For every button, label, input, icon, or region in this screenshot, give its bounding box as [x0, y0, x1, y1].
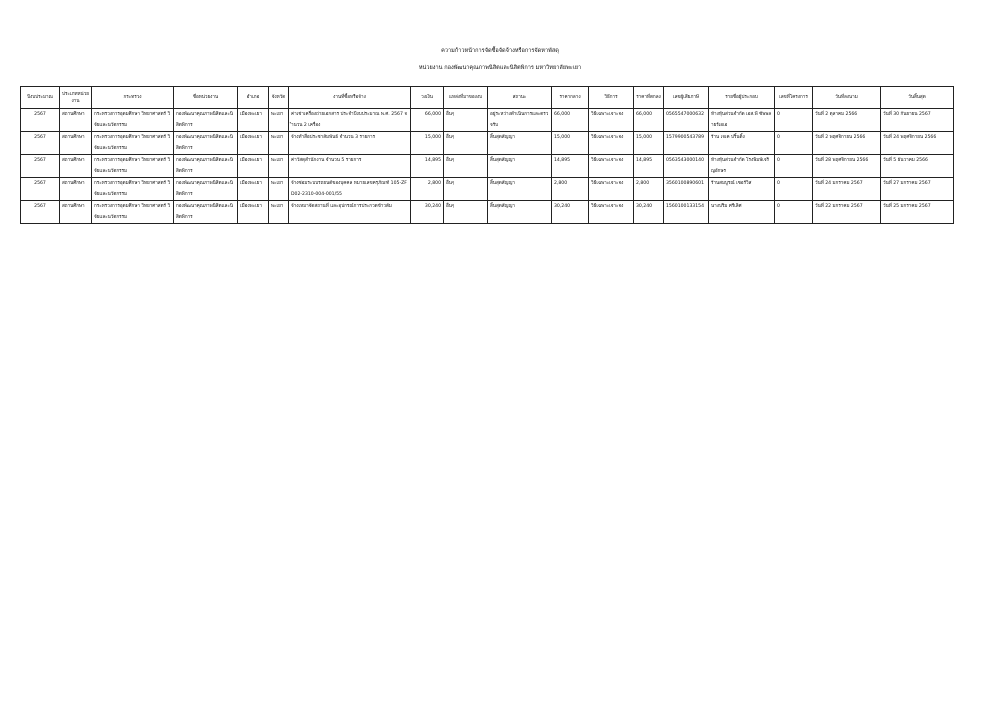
- cell-district: เมืองพะเยา: [238, 155, 269, 178]
- table-row: [21, 132, 954, 155]
- cell-source: อื่นๆ: [444, 178, 488, 201]
- cell-vendor: นางปริม ศรีเลิศ: [709, 201, 775, 224]
- table-row: [21, 201, 954, 224]
- column-header: สถานะ: [488, 87, 552, 109]
- cell-agreed-price: 30,240: [634, 201, 664, 224]
- table-row: [21, 178, 954, 201]
- cell-source: อื่นๆ: [444, 132, 488, 155]
- cell-agency: กองพัฒนาคุณภาพนิสิตและนิสิตพิการ: [174, 178, 238, 201]
- cell-type: สถานศึกษา: [60, 155, 92, 178]
- cell-budget: 66,000: [411, 109, 444, 132]
- cell-type: สถานศึกษา: [60, 109, 92, 132]
- cell-project-no: 0: [775, 201, 813, 224]
- cell-budget: 30,240: [411, 201, 444, 224]
- cell-work: จ้างทำสื่อประชาสัมพันธ์ จำนวน 3 รายการ: [289, 132, 411, 155]
- cell-status: สิ้นสุดสัญญา: [488, 178, 552, 201]
- cell-agreed-price: 14,895: [634, 155, 664, 178]
- cell-end-date: วันที่ 5 ธันวาคม 2566: [881, 155, 954, 178]
- cell-province: พะเยา: [269, 132, 289, 155]
- cell-ministry: กระทรวงการอุดมศึกษา วิทยาศาสตร์ วิจัยและนวัตกรรม: [92, 132, 174, 155]
- column-header: ปีงบประมาณ: [21, 87, 60, 109]
- cell-tax-id: 1560100133154: [664, 201, 709, 224]
- procurement-table: [20, 86, 954, 224]
- cell-agreed-price: 66,000: [634, 109, 664, 132]
- cell-sign-date: วันที่ 22 มกราคม 2567: [813, 201, 881, 224]
- column-header: วันสิ้นสุด: [881, 87, 954, 109]
- cell-agreed-price: 15,000: [634, 132, 664, 155]
- cell-method: วิธีเฉพาะเจาะจง: [589, 109, 634, 132]
- document-header: [0, 46, 1000, 73]
- cell-method: วิธีเฉพาะเจาะจง: [589, 178, 634, 201]
- cell-agency: กองพัฒนาคุณภาพนิสิตและนิสิตพิการ: [174, 109, 238, 132]
- column-header: ชื่อหน่วยงาน: [174, 87, 238, 109]
- column-header: กระทรวง: [92, 87, 174, 109]
- cell-sign-date: วันที่ 2 พฤศจิกายน 2566: [813, 132, 881, 155]
- table-row: [21, 109, 954, 132]
- cell-type: สถานศึกษา: [60, 178, 92, 201]
- cell-vendor: ห้างหุ้นส่วนจำกัด เอส.พี ซัพพลายร์เอเอ: [709, 109, 775, 132]
- column-header: งานที่ซื้อหรือจ้าง: [289, 87, 411, 109]
- document-subtitle: หน่วยงาน กองพัฒนาคุณภาพนิสิตและนิสิตพิการ มหาวิทยาลัยพะเยา: [418, 65, 582, 71]
- cell-end-date: วันที่ 24 พฤศจิกายน 2566: [881, 132, 954, 155]
- cell-work: ค่าเช่าเครื่องถ่ายเอกสาร ประจำปีงบประมาณ พ.ศ. 2567 จำนวน 2 เครื่อง: [289, 109, 411, 132]
- cell-project-no: 0: [775, 132, 813, 155]
- column-header: วันที่ลงนาม: [813, 87, 881, 109]
- cell-vendor: ห้างหุ้นส่วนจำกัด โรงพิมพ์เจริญอักษร: [709, 155, 775, 178]
- cell-budget: 15,000: [411, 132, 444, 155]
- cell-year: 2567: [21, 109, 60, 132]
- column-header: แหล่งที่มาของงบ: [444, 87, 488, 109]
- column-header: ราคาที่ตกลง: [634, 87, 664, 109]
- column-header: ราคากลาง: [552, 87, 589, 109]
- cell-status: สิ้นสุดสัญญา: [488, 201, 552, 224]
- cell-vendor: ร้านสมบูรณ์ เซอร์วิส: [709, 178, 775, 201]
- cell-end-date: วันที่ 25 มกราคม 2567: [881, 201, 954, 224]
- column-header: ประเภทหน่วยงาน: [60, 87, 92, 109]
- column-header: รายชื่อผู้ประกอบ: [709, 87, 775, 109]
- cell-source: อื่นๆ: [444, 109, 488, 132]
- column-header: เลขที่โครงการ: [775, 87, 813, 109]
- table-row: [21, 155, 954, 178]
- column-header: อำเภอ: [238, 87, 269, 109]
- cell-source: อื่นๆ: [444, 201, 488, 224]
- cell-province: พะเยา: [269, 178, 289, 201]
- column-header: เลขผู้เสียภาษี: [664, 87, 709, 109]
- cell-year: 2567: [21, 178, 60, 201]
- cell-ministry: กระทรวงการอุดมศึกษา วิทยาศาสตร์ วิจัยและนวัตกรรม: [92, 178, 174, 201]
- cell-project-no: 0: [775, 109, 813, 132]
- cell-tax-id: 1579900543789: [664, 132, 709, 155]
- cell-status: สิ้นสุดสัญญา: [488, 132, 552, 155]
- cell-type: สถานศึกษา: [60, 201, 92, 224]
- cell-district: เมืองพะเยา: [238, 201, 269, 224]
- cell-sign-date: วันที่ 24 มกราคม 2567: [813, 178, 881, 201]
- cell-district: เมืองพะเยา: [238, 178, 269, 201]
- cell-district: เมืองพะเยา: [238, 132, 269, 155]
- table-header-row: [21, 87, 954, 109]
- cell-province: พะเยา: [269, 109, 289, 132]
- column-header: วงเงิน: [411, 87, 444, 109]
- cell-median-price: 2,800: [552, 178, 589, 201]
- cell-ministry: กระทรวงการอุดมศึกษา วิทยาศาสตร์ วิจัยและนวัตกรรม: [92, 201, 174, 224]
- cell-method: วิธีเฉพาะเจาะจง: [589, 201, 634, 224]
- table-body: [21, 109, 954, 224]
- cell-tax-id: 0565547000632: [664, 109, 709, 132]
- column-header: จังหวัด: [269, 87, 289, 109]
- cell-method: วิธีเฉพาะเจาะจง: [589, 132, 634, 155]
- cell-province: พะเยา: [269, 201, 289, 224]
- cell-year: 2567: [21, 201, 60, 224]
- cell-end-date: วันที่ 30 กันยายน 2567: [881, 109, 954, 132]
- document-title: ความก้าวหน้าการจัดซื้อจัดจ้างหรือการจัดหาพัสดุ: [441, 48, 559, 54]
- cell-year: 2567: [21, 132, 60, 155]
- cell-agency: กองพัฒนาคุณภาพนิสิตและนิสิตพิการ: [174, 201, 238, 224]
- cell-status: อยู่ระหว่างดำเนินการและตรวจรับ: [488, 109, 552, 132]
- cell-median-price: 15,000: [552, 132, 589, 155]
- cell-work: ค่าวัสดุสำนักงาน จำนวน 5 รายการ: [289, 155, 411, 178]
- cell-sign-date: วันที่ 28 พฤศจิกายน 2566: [813, 155, 881, 178]
- cell-ministry: กระทรวงการอุดมศึกษา วิทยาศาสตร์ วิจัยและนวัตกรรม: [92, 109, 174, 132]
- cell-end-date: วันที่ 27 มกราคม 2567: [881, 178, 954, 201]
- cell-project-no: 0: [775, 178, 813, 201]
- cell-median-price: 30,240: [552, 201, 589, 224]
- cell-agreed-price: 2,800: [634, 178, 664, 201]
- cell-agency: กองพัฒนาคุณภาพนิสิตและนิสิตพิการ: [174, 132, 238, 155]
- cell-source: อื่นๆ: [444, 155, 488, 178]
- cell-vendor: ร้าน เจเค ปริ้นติ้ง: [709, 132, 775, 155]
- cell-tax-id: 3560100890601: [664, 178, 709, 201]
- cell-budget: 2,800: [411, 178, 444, 201]
- cell-budget: 14,895: [411, 155, 444, 178]
- cell-agency: กองพัฒนาคุณภาพนิสิตและนิสิตพิการ: [174, 155, 238, 178]
- cell-district: เมืองพะเยา: [238, 109, 269, 132]
- cell-ministry: กระทรวงการอุดมศึกษา วิทยาศาสตร์ วิจัยและนวัตกรรม: [92, 155, 174, 178]
- cell-sign-date: วันที่ 2 ตุลาคม 2566: [813, 109, 881, 132]
- cell-year: 2567: [21, 155, 60, 178]
- cell-status: สิ้นสุดสัญญา: [488, 155, 552, 178]
- cell-median-price: 14,895: [552, 155, 589, 178]
- cell-median-price: 66,000: [552, 109, 589, 132]
- cell-tax-id: 0563543000140: [664, 155, 709, 178]
- cell-type: สถานศึกษา: [60, 132, 92, 155]
- cell-work: จ้างซ่อมระบบรถยนต์ของบุคคล หมายเลขครุภัณฑ์ 105-ZFD02-2310-004-001/55: [289, 178, 411, 201]
- cell-method: วิธีเฉพาะเจาะจง: [589, 155, 634, 178]
- cell-province: พะเยา: [269, 155, 289, 178]
- column-header: วิธีการ: [589, 87, 634, 109]
- cell-project-no: 0: [775, 155, 813, 178]
- cell-work: จ้างเหมาจัดสถานที่ และอุปกรณ์การประกวดข้าวต้ม: [289, 201, 411, 224]
